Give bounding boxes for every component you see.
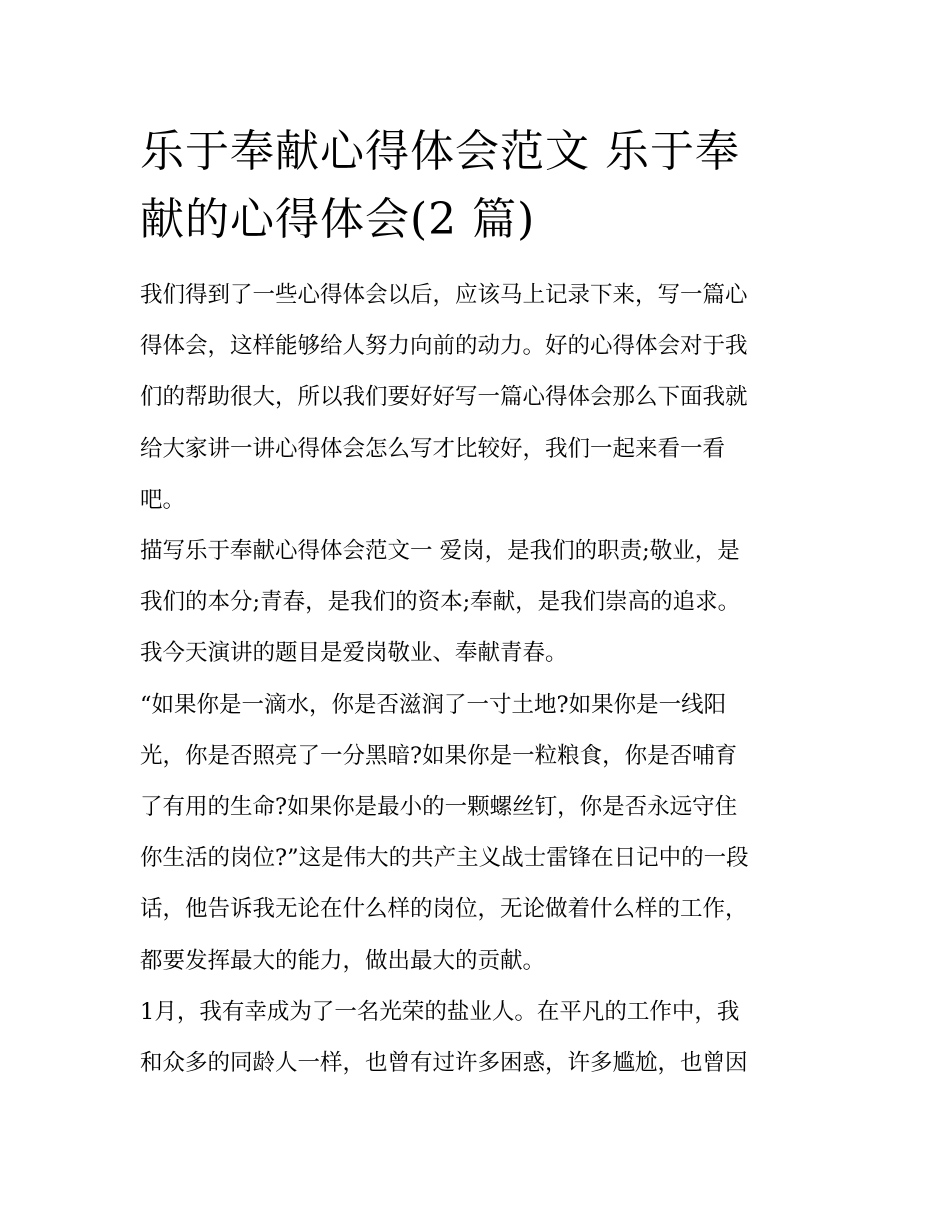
title-line: 献的心得体会(2 篇) xyxy=(140,194,536,245)
text-line: 你生活的岗位?”这是伟大的共产主义战士雷锋在日记中的一段 xyxy=(140,845,749,872)
document-content xyxy=(140,118,815,1089)
text-line: 1月，我有幸成为了一名光荣的盐业人。在平凡的工作中，我 xyxy=(140,998,740,1025)
paragraph-example-one xyxy=(140,526,815,680)
text-line: 我们得到了一些心得体会以后，应该马上记录下来，写一篇心 xyxy=(140,282,748,308)
text-line: 给大家讲一讲心得体会怎么写才比较好，我们一起来看一看 xyxy=(140,435,726,462)
text-line: 话，他告诉我无论在什么样的岗位，无论做着什么样的工作， xyxy=(140,896,748,923)
paragraph-salt-industry xyxy=(140,987,815,1089)
title-line: 乐于奉献心得体会范文 乐于奉 xyxy=(140,126,740,177)
text-line: 了有用的生命?如果你是最小的一颗螺丝钉，你是否永远守住 xyxy=(140,794,738,821)
document-title xyxy=(140,118,815,254)
paragraph-quote xyxy=(140,680,815,987)
text-line: 们的帮助很大，所以我们要好好写一篇心得体会那么下面我就 xyxy=(140,384,748,411)
text-line: 我们的本分;青春，是我们的资本;奉献，是我们崇高的追求。 xyxy=(140,589,741,616)
text-line: 和众多的同龄人一样，也曾有过许多困惑，许多尴尬，也曾因 xyxy=(140,1050,748,1077)
text-line: 我今天演讲的题目是爱岗敬业、奉献青春。 xyxy=(140,640,568,667)
paragraph-intro xyxy=(140,270,815,526)
text-line: 得体会，这样能够给人努力向前的动力。好的心得体会对于我 xyxy=(140,333,748,360)
text-line: 吧。 xyxy=(140,486,186,513)
text-line: “如果你是一滴水，你是否滋润了一寸土地?如果你是一线阳 xyxy=(140,691,727,718)
document-body xyxy=(140,270,815,1089)
text-line: 光，你是否照亮了一分黑暗?如果你是一粒粮食，你是否哺育 xyxy=(140,742,738,769)
text-line: 都要发挥最大的能力，做出最大的贡献。 xyxy=(140,947,546,974)
text-line: 描写乐于奉献心得体会范文一 爱岗，是我们的职责;敬业，是 xyxy=(140,538,740,565)
